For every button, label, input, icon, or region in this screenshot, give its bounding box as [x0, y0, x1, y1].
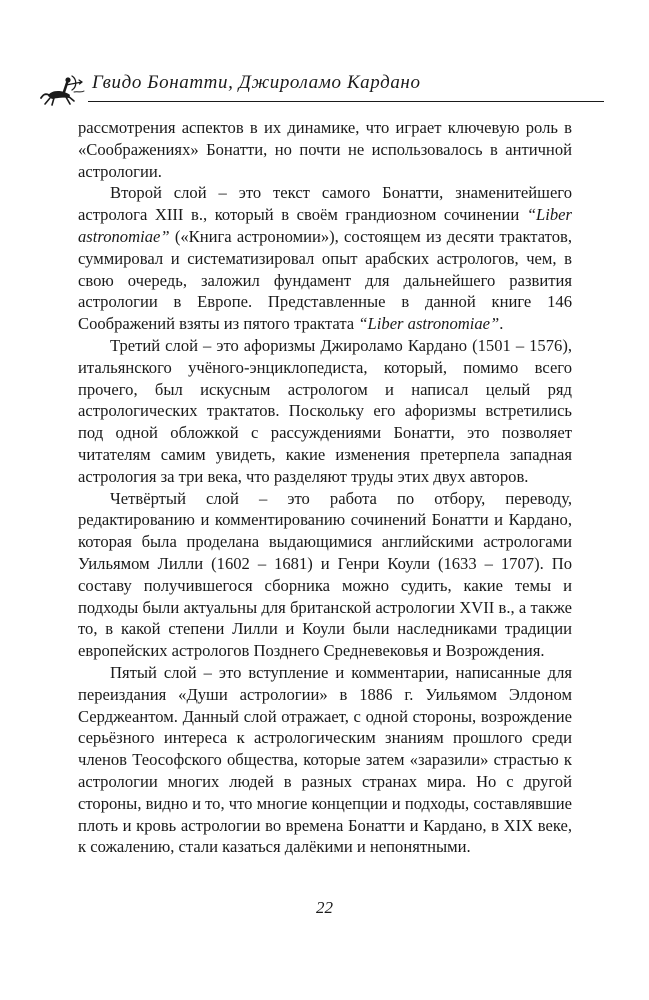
sagittarius-archer-icon — [40, 74, 86, 106]
text-run: рассмотрения аспектов в их динамике, что играет ключевую роль в «Соображениях» Бонатти, но почти не использовалось в античной астрологии. — [78, 118, 572, 181]
running-header-title: Гвидо Бонатти, Джироламо Кардано — [92, 72, 421, 93]
paragraph — [78, 117, 572, 182]
text-run: Пятый слой – это вступление и комментарии, написанные для переиздания «Души астрологии» в 1886 г. Уильямом Элдоном Серджеантом. Данный слой отражает, с одной стороны, возрождение серьёзного интереса к астрологическим знаниям прошлого среди членов Теософского общества, которые затем «заразили» страстью к астрологии многих людей в разных странах мира. Но с другой стороны, видно и то, что многие концепции и подходы, составлявшие плоть и кровь астрологии во времена Бонатти и Кардано, в XIX веке, к сожалению, стали казаться далёкими и непонятными. — [78, 662, 572, 857]
italic-title: “Liber astronomiae” — [78, 205, 572, 246]
paragraph — [78, 182, 572, 335]
page-number: 22 — [316, 898, 333, 917]
body-text — [78, 117, 572, 858]
header-divider — [88, 101, 604, 102]
text-run: («Книга астрономии»), состоящем из десяти трактатов, суммировал и систематизировал опыт арабских астрологов, чем, в свою очередь, заложил фундамент для дальнейшего развития астрологии в Европе. Представленные в данной книге 146 Соображений взяты из пятого трактата — [78, 226, 572, 334]
paragraph — [78, 488, 572, 662]
paragraph — [78, 662, 572, 858]
paragraph — [78, 335, 572, 488]
text-run: . — [499, 314, 504, 334]
text-run: Второй слой – это текст самого Бонатти, знаменитейшего астролога XIII в., который в своём грандиозном сочинении — [78, 183, 572, 225]
text-run: Четвёртый слой – это работа по отбору, переводу, редактированию и комментированию сочинений Бонатти и Кардано, которая была проделана выдающимися английскими астрологами Уильямом Лилли (1602 – 1681) и Генри Коули (1633 – 1707). По составу получившегося сборника можно судить, какие темы и подходы были актуальны для британской астрологии XVII в., а также то, в какой степени Лилли и Коули были наследниками традиции европейских астрологов Позднего Средневековья и Возрождения. — [78, 488, 572, 661]
running-header — [40, 68, 606, 110]
text-run: Третий слой – это афоризмы Джироламо Кардано (1501 – 1576), итальянского учёного-энциклопедиста, который, помимо всего прочего, был искусным астрологом и написал целый ряд астрологических трактатов. Поскольку его афоризмы встретились под одной обложкой с рассуждениями Бонатти, это позволяет читателям самим увидеть, какие изменения претерпела западная астрология за три века, что разделяют труды этих двух авторов. — [78, 335, 572, 486]
italic-title: “Liber astronomiae” — [358, 314, 500, 334]
